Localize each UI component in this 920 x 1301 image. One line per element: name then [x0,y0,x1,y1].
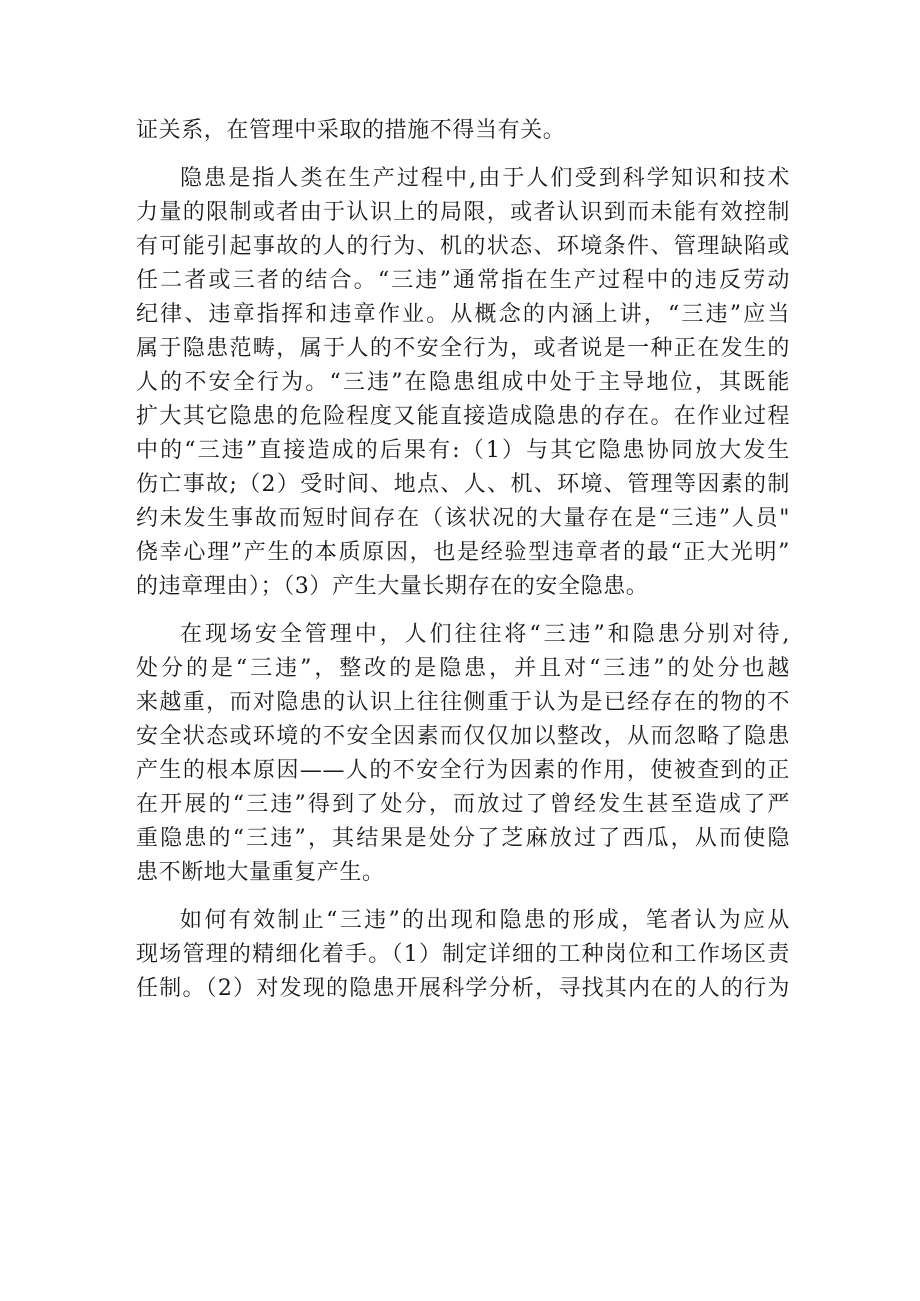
paragraph-1 [136,114,790,148]
paragraph-gap [136,890,790,904]
paragraph-gap [136,148,790,162]
text-line: 处分的是“三违”，整改的是隐患，并且对“三违”的处分也越 [136,656,790,681]
paragraph-4 [136,904,790,1006]
text-line: 人的不安全行为。“三违”在隐患组成中处于主导地位，其既能 [136,370,790,395]
text-line: 的违章理由）；（3）产生大量长期存在的安全隐患。 [136,574,649,599]
text-line: 侥幸心理”产生的本质原因，也是经验型违章者的最“正大光明” [136,540,790,565]
text-line: 产生的根本原因——人的不安全行为因素的作用，使被查到的正 [136,758,790,783]
text-line: 伤亡事故;（2）受时间、地点、人、机、环境、管理等因素的制 [136,472,790,497]
text-line: 在现场安全管理中，人们往往将“三违”和隐患分别对待, [180,622,790,647]
text-line: 任制。（2）对发现的隐患开展科学分析，寻找其内在的人的行为 [136,976,790,1001]
text-line: 任二者或三者的结合。“三违”通常指在生产过程中的违反劳动 [136,268,790,293]
text-line: 扩大其它隐患的危险程度又能直接造成隐患的存在。在作业过程 [136,404,790,429]
text-line: 来越重，而对隐患的认识上往往侧重于认为是已经存在的物的不 [136,690,790,715]
text-line: 纪律、违章指挥和违章作业。从概念的内涵上讲，“三违”应当 [136,302,790,327]
text-line: 约未发生事故而短时间存在（该状况的大量存在是“三违”人员" [136,506,790,531]
paragraph-2 [136,162,790,604]
text-line: 患不断地大量重复产生。 [136,860,385,885]
paragraph-3 [136,618,790,890]
text-line: 安全状态或环境的不安全因素而仅仅加以整改，从而忽略了隐患 [136,724,790,749]
text-line: 重隐患的“三违”，其结果是处分了芝麻放过了西瓜，从而使隐 [136,826,790,851]
text-line: 在开展的“三违”得到了处分，而放过了曾经发生甚至造成了严 [136,792,790,817]
paragraph-gap [136,604,790,618]
text-line: 中的“三违”直接造成的后果有:（1）与其它隐患协同放大发生 [136,438,790,463]
text-line: 隐患是指人类在生产过程中,由于人们受到科学知识和技术 [180,166,790,191]
text-line: 力量的限制或者由于认识上的局限，或者认识到而未能有效控制 [136,200,790,225]
text-line: 现场管理的精细化着手。（1）制定详细的工种岗位和工作场区责 [136,942,790,967]
text-line: 证关系，在管理中采取的措施不得当有关。 [136,118,566,143]
text-line: 如何有效制止“三违”的出现和隐患的形成，笔者认为应从 [180,908,790,933]
text-line: 属于隐患范畴，属于人的不安全行为，或者说是一种正在发生的 [136,336,790,361]
text-line: 有可能引起事故的人的行为、机的状态、环境条件、管理缺陷或 [136,234,790,259]
body-text [136,114,790,1006]
